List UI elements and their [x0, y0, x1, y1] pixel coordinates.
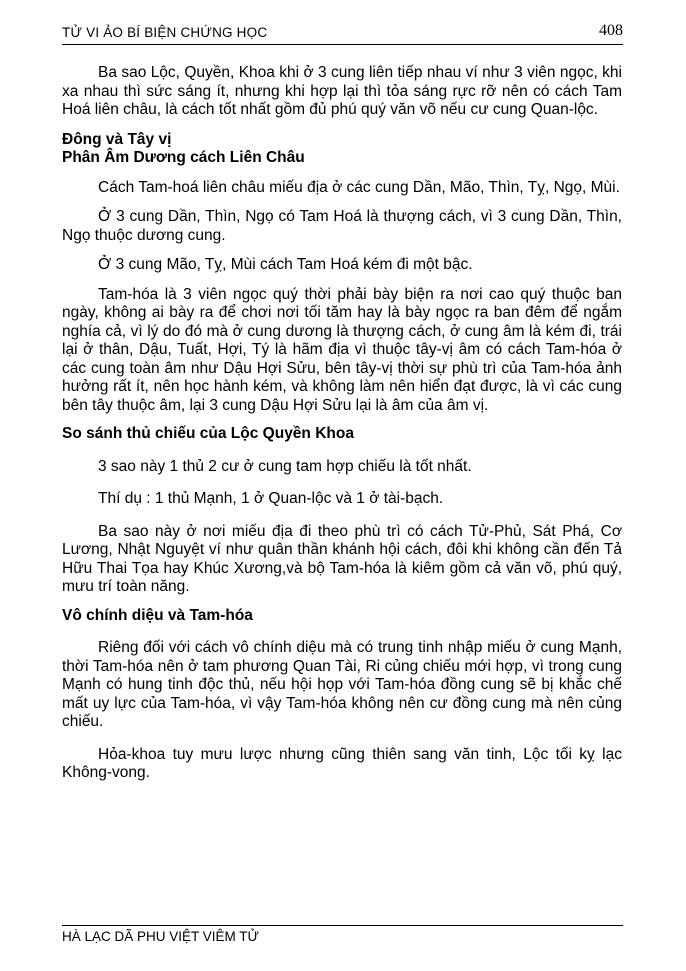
page-number: 408	[599, 22, 623, 39]
page-header	[62, 22, 623, 45]
paragraph: Hỏa-khoa tuy mưu lược nhưng cũng thiên sang văn tinh, Lộc tối kỵ lạc Không-vong.	[62, 745, 622, 781]
paragraph: Thí dụ : 1 thủ Mạnh, 1 ở Quan-lộc và 1 ở tài-bạch.	[98, 490, 444, 507]
section-heading: So sánh thủ chiếu của Lộc Quyền Khoa	[62, 425, 354, 442]
paragraph: Cách Tam-hoá liên châu miếu địa ở các cung Dần, Mão, Thìn, Tỵ, Ngọ, Mùi.	[98, 178, 620, 196]
paragraph: Ba sao này ở nơi miếu địa đi theo phù trì có cách Tử-Phủ, Sát Phá, Cơ Lương, Nhật Nguyệt ví như quân thần khánh hội cách, đôi khi không cần đến Tả Hữu Thai Tọa hay Khúc Xương,và bộ Tam-hóa là kiêm gồm cả văn võ, phú quý, mưu trí toàn năng.	[62, 522, 622, 595]
page-footer	[62, 925, 623, 944]
paragraph: Ba sao Lộc, Quyền, Khoa khi ở 3 cung liên tiếp nhau ví như 3 viên ngọc, khi xa nhau thì sức sáng ít, nhưng khi hợp lại thì tỏa sáng rực rỡ nên có cách Tam Hoá liên châu, là cách tốt nhất gồm đủ phú quý văn võ nếu cư cung Quan-lộc.	[62, 64, 622, 118]
paragraph: Ở 3 cung Mão, Tỵ, Mùi cách Tam Hoá kém đi một bậc.	[98, 256, 473, 273]
heading-line: Đông và Tây vị	[62, 130, 172, 148]
section-heading	[62, 131, 622, 168]
book-title: TỬ VI ẢO BÍ BIỆN CHỨNG HỌC	[62, 25, 268, 40]
page-content	[62, 64, 622, 783]
footer-text: HÀ LẠC DÃ PHU VIỆT VIÊM TỬ	[62, 929, 260, 944]
paragraph: 3 sao này 1 thủ 2 cư ở cung tam hợp chiếu là tốt nhất.	[98, 457, 472, 475]
paragraph: Riêng đối với cách vô chính diệu mà có trung tinh nhập miếu ở cung Mạnh, thời Tam-hóa nên ở tam phương Quan Tài, Ri củng chiếu mới hợp, vì trong cung Mạnh có hung tinh độc thủ, nếu hội họp với Tam-hóa đồng cung sẽ bị khắc chế mất uy lực của Tam-hóa, vì vậy Tam-hóa không nên cư đồng cung mà nên củng chiếu.	[62, 639, 622, 730]
heading-line: Phân Âm Dương cách Liên Châu	[62, 149, 305, 166]
paragraph: Tam-hóa là 3 viên ngọc quý thời phải bày biện ra nơi cao quý thuộc ban ngày, không ai bày ra để chơi nơi tối tăm hay là bày ngọc ra ban đêm để ngắm nghía cả, vì lý do đó mà ở cung dương là thượng cách, ở cung âm là kém đi, trái lại ở thân, Dậu, Tuất, Hợi, Tý là hãm địa vì thuộc tây-vị âm có cách Tam-hóa ở các cung toàn âm như Dậu Hợi Sửu, bên tây-vị thời sự phù trì của Tam-hóa ảnh hưởng rất ít, nên học hành kém, và không làm nên hiển đạt được, là vì các cung bên tây thuộc âm, lại 3 cung Dậu Hợi Sửu lại là âm của âm vị.	[62, 285, 622, 414]
section-heading: Vô chính diệu và Tam-hóa	[62, 606, 253, 624]
paragraph: Ở 3 cung Dần, Thìn, Ngọ có Tam Hoá là thượng cách, vì 3 cung Dần, Thìn, Ngọ thuộc dương cung.	[62, 208, 622, 244]
